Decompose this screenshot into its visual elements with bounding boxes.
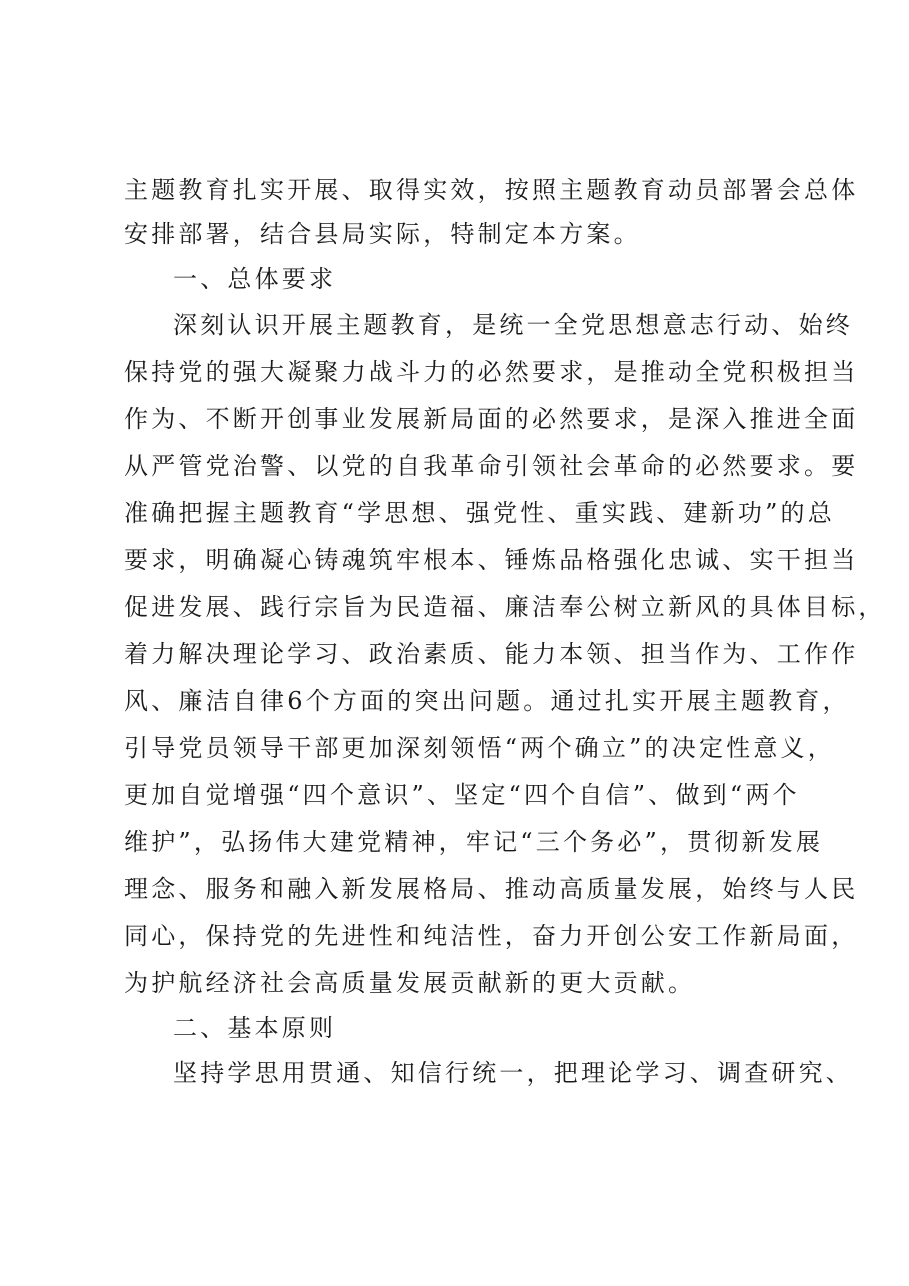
section1-line-12: 维护”，弘扬伟大建党精神，牢记“三个务必”，贯彻新发展	[124, 828, 824, 856]
section1-line-2: 保持党的强大凝聚力战斗力的必然要求，是推动全党积极担当	[124, 358, 859, 386]
section1-line-14: 同心，保持党的先进性和纯洁性，奋力开创公安工作新局面，	[124, 922, 859, 950]
section2-heading: 二、基本原则	[173, 1014, 337, 1042]
section2-line-1: 坚持学思用贯通、知信行统一，把理论学习、调查研究、	[173, 1059, 853, 1087]
section1-line-9: 风、廉洁自律6个方面的突出问题。通过扎实开展主题教育，	[124, 687, 850, 715]
section1-line-11: 更加自觉增强“四个意识”、坚定“四个自信”、做到“两个	[124, 781, 800, 809]
intro-line-2: 安排部署，结合县局实际，特制定本方案。	[124, 220, 641, 248]
section1-heading: 一、总体要求	[173, 265, 337, 293]
section1-line-4: 从严管党治警、以党的自我革命引领社会革命的必然要求。要	[124, 452, 859, 480]
section1-line-8: 着力解决理论学习、政治素质、能力本领、担当作为、工作作	[124, 640, 859, 668]
intro-line-1: 主题教育扎实开展、取得实效，按照主题教育动员部署会总体	[124, 176, 859, 204]
section1-line-6: 要求，明确凝心铸魂筑牢根本、锤炼品格强化忠诚、实干担当	[124, 546, 859, 574]
section1-line-15: 为护航经济社会高质量发展贡献新的更大贡献。	[124, 969, 696, 997]
section1-line-10: 引导党员领导干部更加深刻领悟“两个确立”的决定性意义，	[124, 734, 835, 762]
section1-line-7: 促进发展、践行宗旨为民造福、廉洁奉公树立新风的具体目标，	[124, 593, 886, 621]
section1-line-3: 作为、不断开创事业发展新局面的必然要求，是深入推进全面	[124, 405, 859, 433]
section1-line-1: 深刻认识开展主题教育，是统一全党思想意志行动、始终	[173, 311, 853, 339]
section1-line-13: 理念、服务和融入新发展格局、推动高质量发展，始终与人民	[124, 875, 859, 903]
section1-line-5: 准确把握主题教育“学思想、强党性、重实践、建新功”的总	[124, 499, 835, 527]
